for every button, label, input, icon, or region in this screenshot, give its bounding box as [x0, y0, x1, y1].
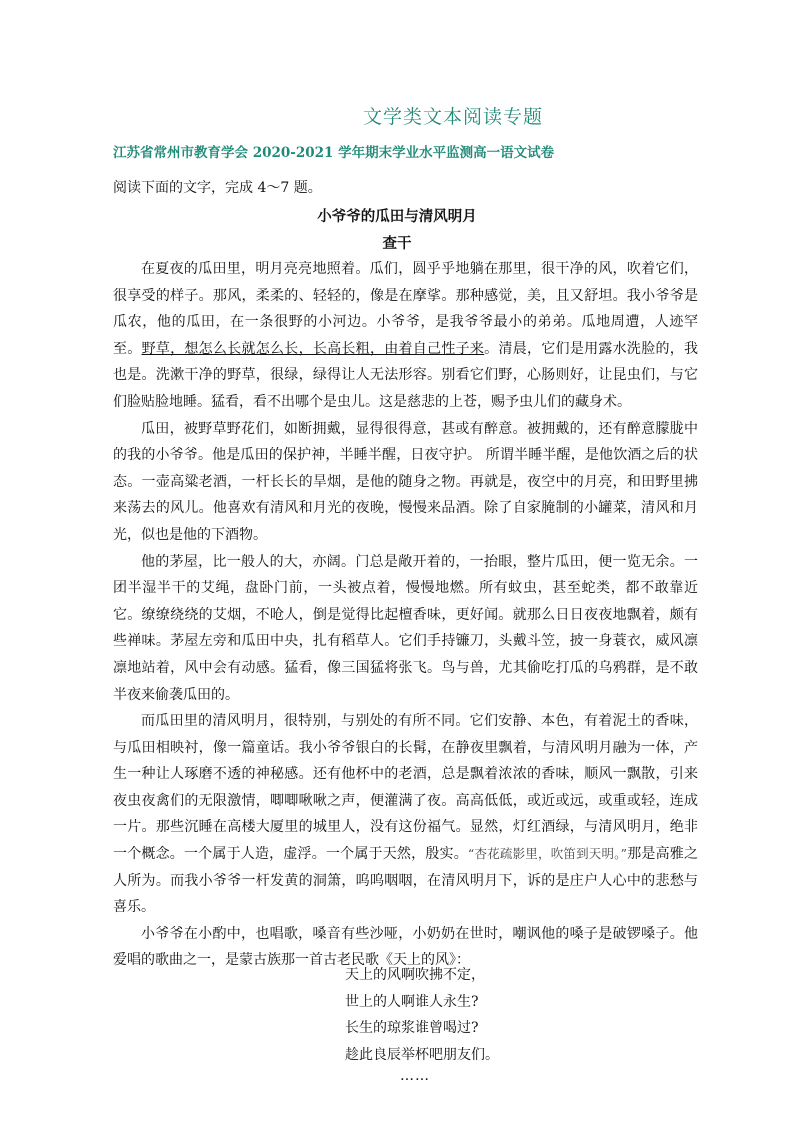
paragraph-1: 在夏夜的瓜田里，明月亮亮地照着。瓜们，圆乎乎地躺在那里，很干净的风，吹着它们，很享受的样子。那风，柔柔的、轻轻的，像是在摩挲。那种感觉，美，且又舒坦。我小爷爷是瓜农，他的瓜田，在一条很野的小河边。小爷爷，是我爷爷最小的弟弟。瓜地周遭，人迹罕至。野草，想怎么长就怎么长，长高长粗，由着自己性子来。清晨，它们是用露水洗脸的，我也是。洗漱干净的野草，很绿，绿得让人无法形容。别看它们野，心肠则好，让昆虫们，与它们脸贴脸地睡。猛看，看不出哪个是虫儿。这是慈悲的上苍，赐予虫儿们的藏身术。 [113, 261, 699, 410]
story-title: 小爷爷的瓜田与清风明月 [317, 208, 477, 225]
reading-instruction: 阅读下面的文字，完成 4～7 题。 [113, 180, 322, 196]
song-lyrics [345, 962, 499, 1068]
paragraph-3: 他的茅屋，比一般人的大，亦阔。门总是敞开着的，一抬眼，整片瓜田，便一览无余。一团半湿半干的艾绳，盘卧门前，一头被点着，慢慢地燃。所有蚊虫，甚至蛇类，都不敢靠近它。缭缭绕绕的艾烟，不呛人，倒是觉得比起檀香味，更好闻。就那么日日夜夜地飘着，颇有些禅味。茅屋左旁和瓜田中央，扎有稻草人。它们手持镰刀，头戴斗笠，披一身蓑衣，威风凛凛地站着，风中会有动感。猛看，像三国猛将张飞。鸟与兽，尤其偷吃打瓜的乌鸦群，是不敢半夜来偷袭瓜田的。 [113, 553, 698, 703]
document-title: 文学类文本阅读专题 [362, 106, 543, 128]
lyric-line: 长生的琼浆谁曾喝过? [345, 1020, 479, 1037]
lyric-line: 趁此良辰举杯吧朋友们。 [345, 1046, 499, 1063]
lyric-line: 天上的风啊吹拂不定， [345, 967, 485, 983]
underlined-sentence: 野草，想怎么长就怎么长，长高长粗，由着自己性子来 [141, 340, 485, 357]
ellipsis: …… [400, 1068, 430, 1084]
story-author: 查干 [382, 235, 412, 252]
paragraph-2: 瓜田，被野草野花们，如断拥戴，显得很得意，甚或有醉意。被拥戴的，还有醉意朦胧中的我的小爷爷。他是瓜田的保护神，半睡半醒，日夜守护。 所谓半睡半醒，是他饮酒之后的状态。一壶高粱老酒，一杆长长的旱烟，是他的随身之物。再就是，夜空中的月亮，和田野里拂来荡去的风儿。他喜欢有清风和月光的夜晚，慢慢来品酒。除了自家腌制的小罐菜，清风和月光，似也是他的下酒物。 [113, 420, 698, 543]
paragraph-5: 小爷爷在小酌中，也唱歌，嗓音有些沙哑，小奶奶在世时，嘲讽他的嗓子是破锣嗓子。他爱唱的歌曲之一，是蒙古族那一首古老民歌《天上的风》： [113, 925, 698, 969]
exam-source-line: 江苏省常州市教育学会 2020-2021 学年期末学业水平监测高一语文试卷 [113, 145, 555, 161]
lyric-line: 世上的人啊谁人永生? [345, 993, 479, 1010]
story-body [113, 256, 698, 974]
poem-quotation: “杏花疏影里，吹笛到天明。” [467, 846, 628, 862]
paragraph-4: 而瓜田里的清风明月，很特别，与别处的有所不同。它们安静、本色，有着泥土的香味，与瓜田相映衬，像一篇童话。我小爷爷银白的长髯，在静夜里飘着，与清风明月融为一体，产生一种让人琢磨不透的神秘感。还有他杯中的老酒，总是飘着浓浓的香味，顺风一飘散，引来夜虫夜禽们的无限激情，唧唧啾啾之声，便灌满了夜。高高低低，或近或远，或重或轻，连成一片。那些沉睡在高楼大厦里的城里人，没有这份福气。显然，灯红酒绿，与清风明月，绝非一个概念。一个属于人造，虚浮。一个属于天然，殷实。“杏花疏影里，吹笛到天明。”那是高雅之人所为。而我小爷爷一杆发黄的洞箫，呜呜咽咽，在清风明月下，诉的是庄户人心中的悲愁与喜乐。 [113, 713, 698, 916]
